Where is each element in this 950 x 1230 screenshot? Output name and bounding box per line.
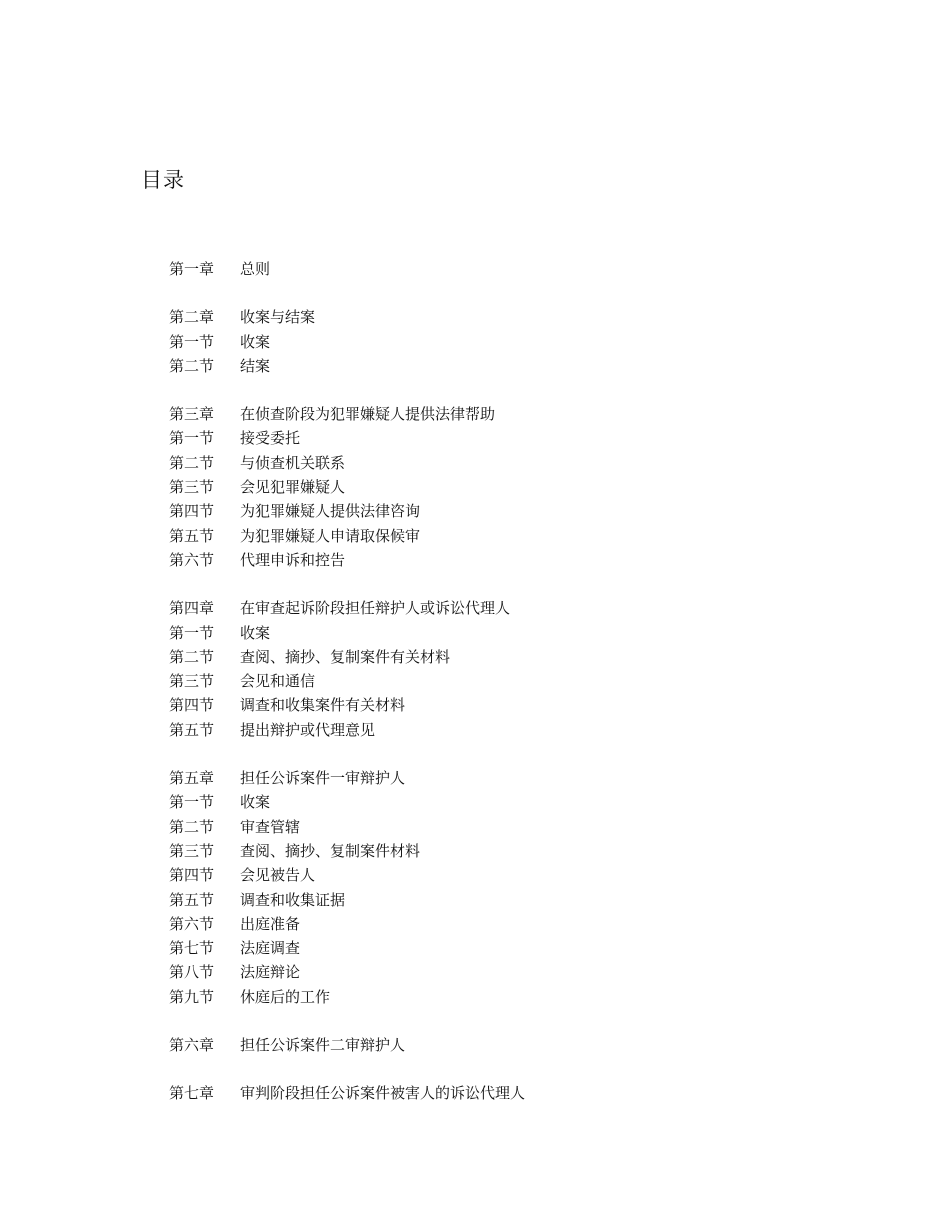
toc-chapter-entry[interactable] — [169, 257, 869, 281]
section-number: 第四节 — [169, 502, 215, 521]
chapter-number: 第七章 — [169, 1084, 215, 1103]
toc-section-entry[interactable] — [169, 718, 869, 742]
toc-section-entry[interactable] — [169, 499, 869, 523]
toc-section-entry[interactable] — [169, 475, 869, 499]
section-title: 为犯罪嫌疑人提供法律咨询 — [240, 502, 421, 521]
toc-section-entry[interactable] — [169, 790, 869, 814]
toc-group — [169, 402, 869, 572]
chapter-number: 第五章 — [169, 769, 215, 788]
section-title: 代理申诉和控告 — [240, 550, 346, 569]
toc-section-entry[interactable] — [169, 693, 869, 717]
chapter-title: 担任公诉案件二审辩护人 — [240, 1036, 406, 1055]
chapter-title: 收案与结案 — [240, 308, 316, 327]
toc-group — [169, 596, 869, 742]
chapter-number: 第六章 — [169, 1036, 215, 1055]
section-title: 与侦查机关联系 — [240, 453, 346, 472]
toc-chapter-entry[interactable] — [169, 1033, 869, 1057]
section-number: 第五节 — [169, 526, 215, 545]
chapter-number: 第一章 — [169, 260, 215, 278]
section-number: 第二节 — [169, 453, 215, 472]
toc-section-entry[interactable] — [169, 451, 869, 475]
page-title: 目录 — [141, 168, 185, 192]
chapter-title: 在侦查阶段为犯罪嫌疑人提供法律帮助 — [240, 405, 496, 424]
chapter-number: 第四章 — [169, 599, 215, 618]
toc-section-entry[interactable] — [169, 524, 869, 548]
chapter-title: 总则 — [240, 260, 271, 278]
section-number: 第六节 — [169, 914, 215, 933]
section-title: 调查和收集案件有关材料 — [240, 696, 406, 715]
toc-section-entry[interactable] — [169, 888, 869, 912]
section-number: 第六节 — [169, 550, 215, 569]
section-number: 第一节 — [169, 429, 215, 448]
section-title: 提出辩护或代理意见 — [240, 720, 376, 739]
toc-section-entry[interactable] — [169, 330, 869, 354]
section-title: 法庭辩论 — [240, 963, 301, 982]
section-number: 第二节 — [169, 647, 215, 666]
chapter-title: 担任公诉案件一审辩护人 — [240, 769, 406, 788]
toc-section-entry[interactable] — [169, 548, 869, 572]
toc-section-entry[interactable] — [169, 354, 869, 378]
section-number: 第八节 — [169, 963, 215, 982]
section-number: 第二节 — [169, 356, 215, 375]
toc-section-entry[interactable] — [169, 960, 869, 984]
section-number: 第一节 — [169, 332, 215, 351]
toc-section-entry[interactable] — [169, 815, 869, 839]
toc-section-entry[interactable] — [169, 645, 869, 669]
toc-section-entry[interactable] — [169, 985, 869, 1009]
section-title: 为犯罪嫌疑人申请取保候审 — [240, 526, 421, 545]
toc-section-entry[interactable] — [169, 621, 869, 645]
toc-chapter-entry[interactable] — [169, 1081, 869, 1105]
toc-group — [169, 257, 869, 281]
section-title: 审查管辖 — [240, 817, 301, 836]
section-number: 第一节 — [169, 623, 215, 642]
chapter-number: 第二章 — [169, 308, 215, 327]
section-number: 第七节 — [169, 939, 215, 958]
section-title: 休庭后的工作 — [240, 987, 331, 1006]
section-number: 第三节 — [169, 672, 215, 691]
toc-section-entry[interactable] — [169, 912, 869, 936]
section-title: 会见被告人 — [240, 866, 316, 885]
toc-group — [169, 766, 869, 1009]
section-number: 第五节 — [169, 890, 215, 909]
toc-chapter-entry[interactable] — [169, 766, 869, 790]
toc-chapter-entry[interactable] — [169, 596, 869, 620]
section-number: 第四节 — [169, 866, 215, 885]
section-title: 法庭调查 — [240, 939, 301, 958]
section-title: 收案 — [240, 623, 271, 642]
section-title: 调查和收集证据 — [240, 890, 346, 909]
toc-section-entry[interactable] — [169, 936, 869, 960]
section-title: 查阅、摘抄、复制案件有关材料 — [240, 647, 451, 666]
toc-section-entry[interactable] — [169, 669, 869, 693]
section-number: 第九节 — [169, 987, 215, 1006]
section-title: 收案 — [240, 332, 271, 351]
chapter-title: 审判阶段担任公诉案件被害人的诉讼代理人 — [240, 1084, 526, 1103]
section-title: 接受委托 — [240, 429, 301, 448]
section-number: 第三节 — [169, 478, 215, 497]
toc-chapter-entry[interactable] — [169, 305, 869, 329]
section-title: 查阅、摘抄、复制案件材料 — [240, 841, 421, 860]
chapter-number: 第三章 — [169, 405, 215, 424]
section-number: 第三节 — [169, 841, 215, 860]
toc-chapter-entry[interactable] — [169, 402, 869, 426]
section-title: 收案 — [240, 793, 271, 812]
toc-section-entry[interactable] — [169, 863, 869, 887]
section-number: 第五节 — [169, 720, 215, 739]
table-of-contents — [169, 257, 869, 1130]
section-title: 出庭准备 — [240, 914, 301, 933]
section-number: 第二节 — [169, 817, 215, 836]
chapter-title: 在审查起诉阶段担任辩护人或诉讼代理人 — [240, 599, 511, 618]
toc-section-entry[interactable] — [169, 426, 869, 450]
section-title: 结案 — [240, 356, 271, 375]
section-number: 第四节 — [169, 696, 215, 715]
section-title: 会见犯罪嫌疑人 — [240, 478, 346, 497]
section-title: 会见和通信 — [240, 672, 316, 691]
toc-section-entry[interactable] — [169, 839, 869, 863]
toc-group — [169, 305, 869, 378]
toc-group — [169, 1081, 869, 1105]
section-number: 第一节 — [169, 793, 215, 812]
toc-group — [169, 1033, 869, 1057]
